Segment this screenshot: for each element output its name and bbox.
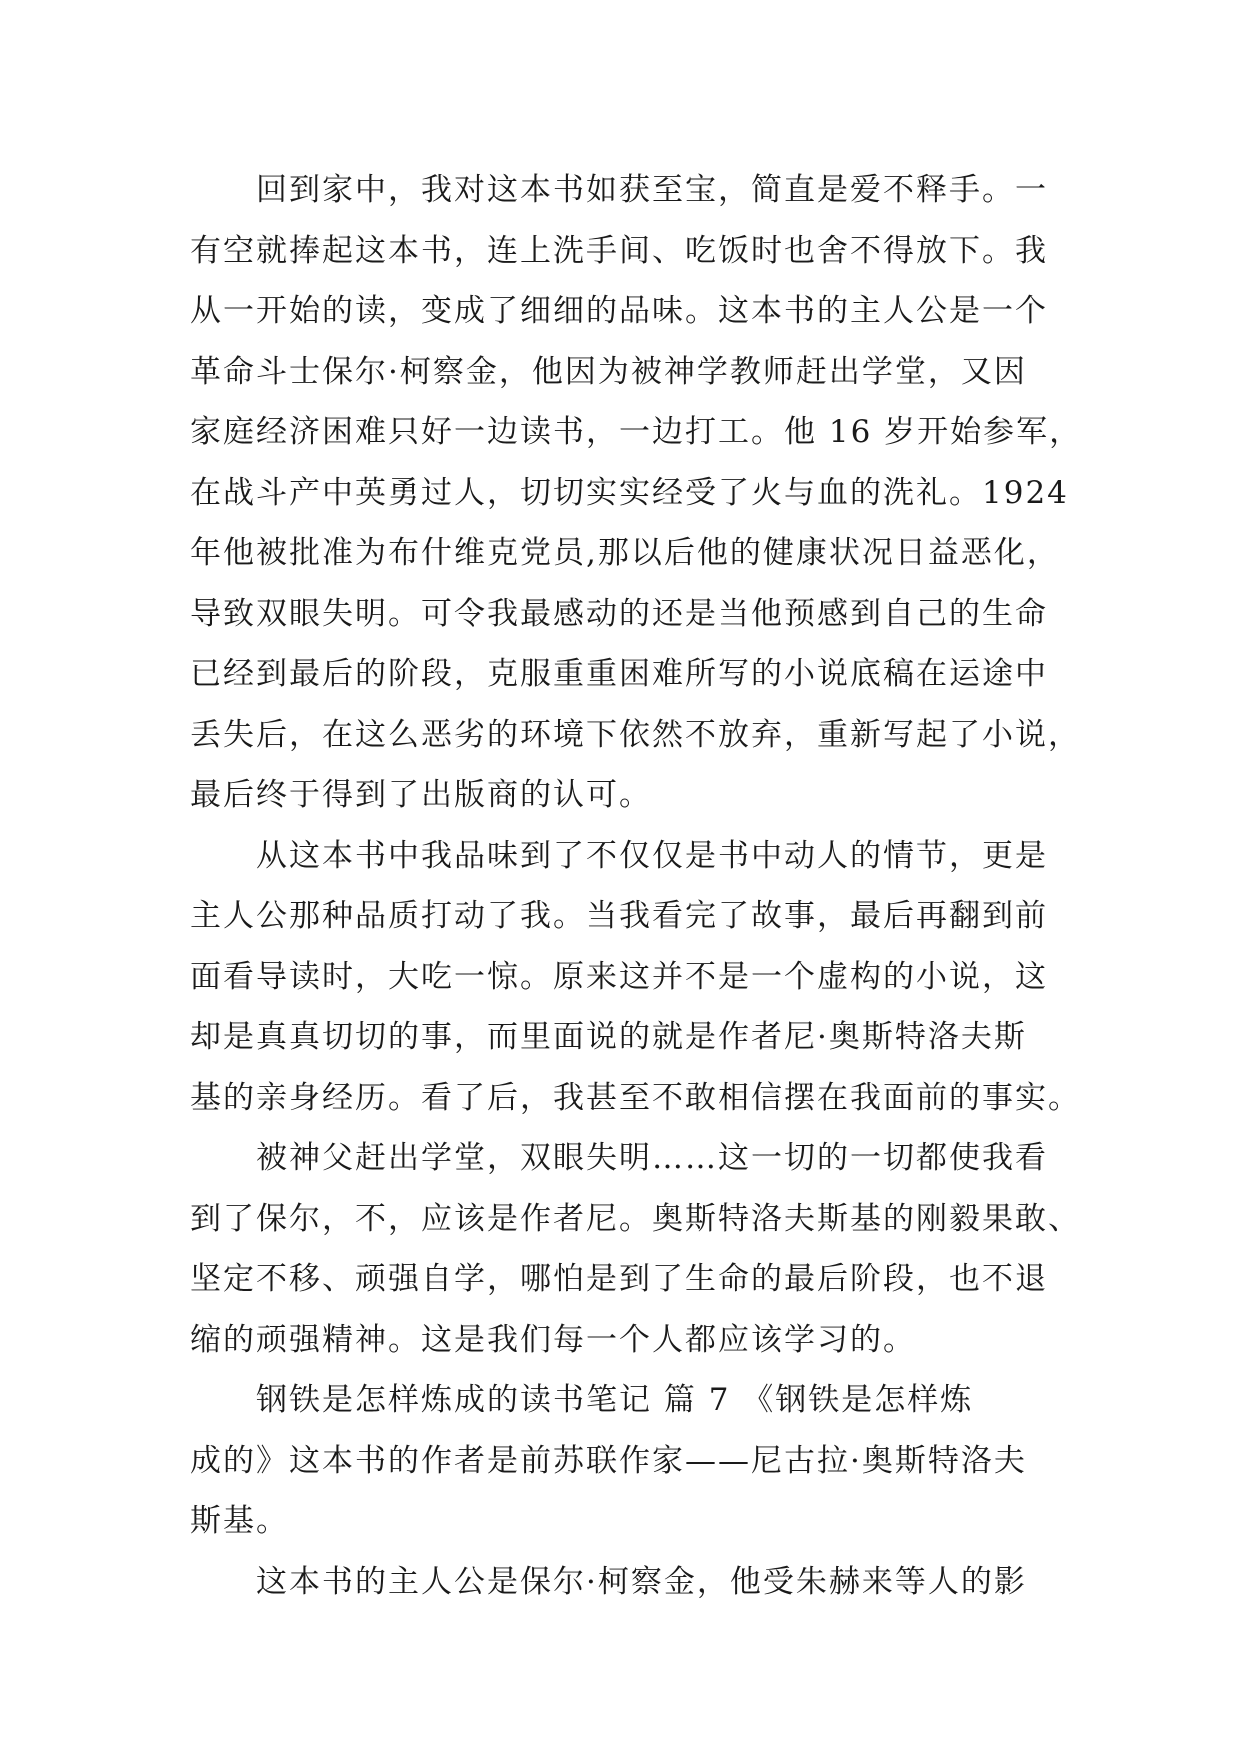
text-line: 主人公那种品质打动了我。当我看完了故事，最后再翻到前 xyxy=(190,898,1048,934)
text-line: 在战斗产中英勇过人，切切实实经受了火与血的洗礼。1924 xyxy=(190,474,1069,511)
text-line: 丢失后，在这么恶劣的环境下依然不放弃，重新写起了小说， xyxy=(190,716,1081,753)
text-line: 家庭经济困难只好一边读书，一边打工。他 16 岁开始参军， xyxy=(190,414,1083,450)
text-line: 成的》这本书的作者是前苏联作家——尼古拉·奥斯特洛夫 xyxy=(190,1442,1027,1479)
text-line: 却是真真切切的事，而里面说的就是作者尼·奥斯特洛夫斯 xyxy=(190,1019,1027,1055)
text-line: 被神父赶出学堂，双眼失明……这一切的一切都使我看 xyxy=(256,1140,1048,1176)
text-line: 面看导读时，大吃一惊。原来这并不是一个虚构的小说，这 xyxy=(190,958,1048,995)
text-line: 缩的顽强精神。这是我们每一个人都应该学习的。 xyxy=(190,1321,916,1358)
text-line: 有空就捧起这本书，连上洗手间、吃饭时也舍不得放下。我 xyxy=(190,232,1048,269)
text-line: 这本书的主人公是保尔·柯察金，他受朱赫来等人的影 xyxy=(256,1563,1027,1600)
text-line: 斯基。 xyxy=(190,1503,289,1539)
text-line: 钢铁是怎样炼成的读书笔记 篇 7 《钢铁是怎样炼 xyxy=(256,1382,974,1418)
text-line: 革命斗士保尔·柯察金，他因为被神学教师赶出学堂，又因 xyxy=(190,353,1027,390)
text-line: 最后终于得到了出版商的认可。 xyxy=(190,777,652,813)
text-line: 从这本书中我品味到了不仅仅是书中动人的情节，更是 xyxy=(256,837,1048,874)
text-line: 年他被批准为布什维克党员,那以后他的健康状况日益恶化， xyxy=(190,535,1060,571)
text-line: 已经到最后的阶段，克服重重困难所写的小说底稿在运途中 xyxy=(190,656,1048,692)
text-line: 到了保尔，不，应该是作者尼。奥斯特洛夫斯基的刚毅果敢、 xyxy=(190,1200,1081,1237)
text-line: 坚定不移、顽强自学，哪怕是到了生命的最后阶段，也不退 xyxy=(190,1261,1048,1297)
text-line: 回到家中，我对这本书如获至宝，简直是爱不释手。一 xyxy=(256,172,1048,208)
body-text xyxy=(190,160,1083,1612)
text-line: 导致双眼失明。可令我最感动的还是当他预感到自己的生命 xyxy=(190,595,1048,632)
text-line: 从一开始的读，变成了细细的品味。这本书的主人公是一个 xyxy=(190,293,1048,329)
text-line: 基的亲身经历。看了后，我甚至不敢相信摆在我面前的事实。 xyxy=(190,1079,1081,1116)
